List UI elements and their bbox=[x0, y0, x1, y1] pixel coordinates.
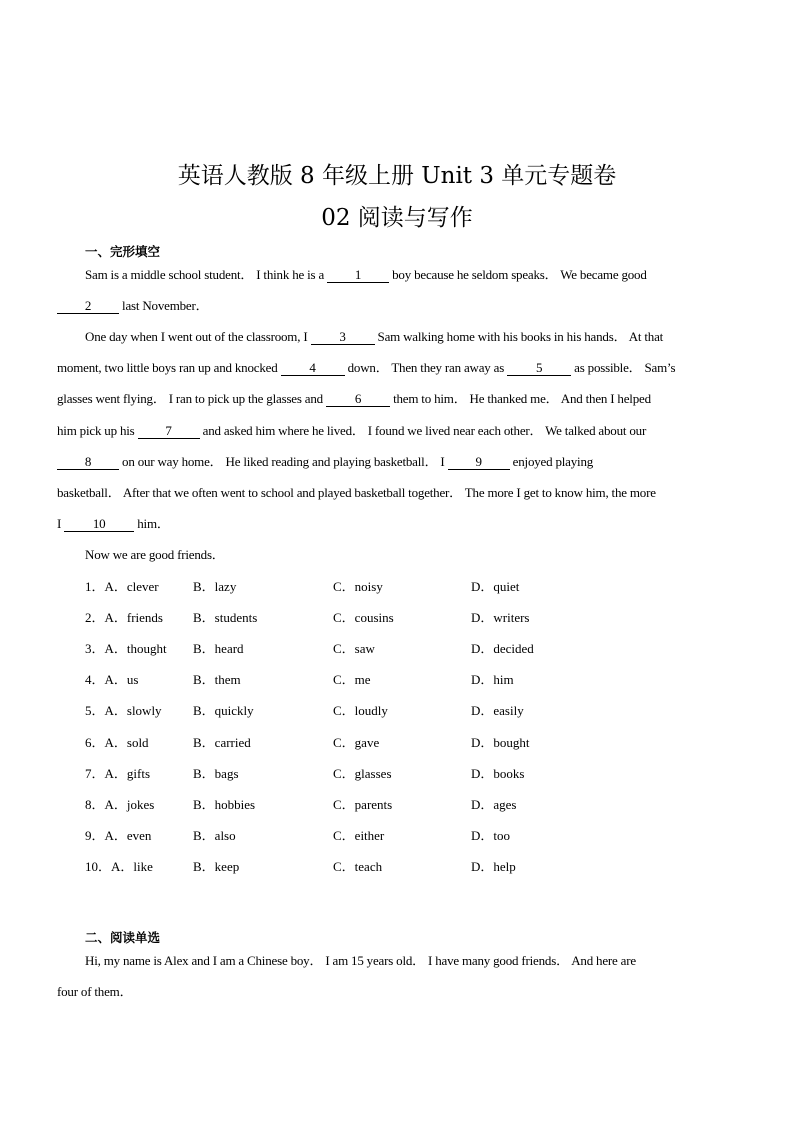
option-b: B．also bbox=[193, 827, 236, 843]
option-a: 4．A．us bbox=[85, 672, 139, 688]
option-c: C．loudly bbox=[333, 703, 388, 719]
passage-text: Sam is a middle school student． I think he is a bbox=[85, 267, 328, 282]
passage-text: boy because he seldom speaks． We became good bbox=[389, 267, 647, 282]
option-d: D．writers bbox=[471, 610, 530, 626]
option-c: C．glasses bbox=[333, 765, 392, 781]
section-heading-cloze: 一、完形填空 bbox=[85, 244, 161, 259]
option-c: C．either bbox=[333, 827, 385, 843]
passage-text: four of them． bbox=[57, 984, 133, 999]
option-b: B．lazy bbox=[193, 579, 237, 594]
option-c: C．noisy bbox=[333, 579, 383, 594]
option-c: C．cousins bbox=[333, 610, 394, 626]
option-b: B．them bbox=[193, 672, 241, 688]
passage-line bbox=[57, 297, 739, 315]
option-b: B．keep bbox=[193, 858, 240, 874]
passage-line bbox=[57, 359, 739, 377]
passage-text: as possible． Sam’s bbox=[571, 360, 676, 375]
option-a: 3．A．thought bbox=[85, 641, 167, 657]
passage-line bbox=[57, 515, 739, 533]
option-b: B．bags bbox=[193, 765, 239, 781]
passage-text: basketball． After that we often went to school and played basketball together． The more I get to know him, the more bbox=[57, 485, 656, 500]
blank-10: 10 bbox=[64, 517, 134, 532]
blank-8: 8 bbox=[57, 455, 119, 470]
passage-text: moment, two little boys ran up and knocked bbox=[57, 360, 281, 375]
blank-7: 7 bbox=[138, 424, 200, 439]
passage-text: Sam walking home with his books in his hands． At that bbox=[374, 329, 664, 344]
passage-text: enjoyed playing bbox=[509, 454, 594, 469]
passage-text: Now we are good friends． bbox=[85, 547, 225, 562]
option-d: D．him bbox=[471, 672, 514, 688]
option-a: 8．A．jokes bbox=[85, 796, 155, 812]
option-c: C．parents bbox=[333, 796, 393, 812]
passage-line bbox=[57, 983, 739, 1001]
passage-text: him． bbox=[134, 516, 170, 531]
blank-2: 2 bbox=[57, 299, 119, 314]
option-c: C．saw bbox=[333, 641, 375, 657]
option-b: B．quickly bbox=[193, 703, 254, 719]
passage-text: Hi, my name is Alex and I am a Chinese boy． I am 15 years old． I have many good friends． And here are bbox=[85, 953, 636, 968]
option-d: D．help bbox=[471, 858, 516, 874]
option-c: C．gave bbox=[333, 734, 380, 750]
passage-text: on our way home． He liked reading and playing basketball． I bbox=[119, 454, 448, 469]
passage-line bbox=[57, 422, 739, 440]
passage-line bbox=[85, 952, 767, 970]
passage-line bbox=[57, 390, 739, 408]
option-b: B．hobbies bbox=[193, 796, 256, 812]
option-b: B．carried bbox=[193, 734, 251, 750]
option-b: B．students bbox=[193, 610, 258, 626]
section-heading-reading: 二、阅读单选 bbox=[85, 930, 161, 945]
passage-text: glasses went flying． I ran to pick up the glasses and bbox=[57, 391, 327, 406]
blank-1: 1 bbox=[327, 268, 389, 283]
passage-text: them to him． He thanked me． And then I helped bbox=[390, 391, 651, 406]
option-a: 2．A．friends bbox=[85, 610, 163, 626]
blank-5: 5 bbox=[507, 361, 571, 376]
passage-text: One day when I went out of the classroom, I bbox=[85, 329, 311, 344]
passage-line bbox=[57, 453, 739, 471]
passage-text: down． Then they ran away as bbox=[344, 360, 508, 375]
option-a: 10．A．like bbox=[85, 858, 153, 874]
passage-text: and asked him where he lived． I found we lived near each other． We talked about our bbox=[199, 423, 647, 438]
option-b: B．heard bbox=[193, 641, 244, 657]
document-subtitle: 02 阅读与写作 bbox=[321, 205, 473, 231]
passage-line bbox=[85, 546, 767, 564]
blank-6: 6 bbox=[326, 392, 390, 407]
document-title: 英语人教版 8 年级上册 Unit 3 单元专题卷 bbox=[177, 163, 617, 189]
passage-text: last November． bbox=[119, 298, 209, 313]
option-d: D．ages bbox=[471, 796, 517, 812]
blank-4: 4 bbox=[281, 361, 345, 376]
option-d: D．too bbox=[471, 827, 511, 843]
option-a: 1．A．clever bbox=[85, 579, 159, 594]
blank-3: 3 bbox=[311, 330, 375, 345]
option-d: D．books bbox=[471, 765, 525, 781]
option-d: D．easily bbox=[471, 703, 524, 719]
option-c: C．teach bbox=[333, 858, 383, 874]
passage-line bbox=[85, 266, 767, 284]
passage-line bbox=[85, 328, 767, 346]
option-a: 9．A．even bbox=[85, 827, 152, 843]
option-d: D．decided bbox=[471, 641, 534, 657]
blank-9: 9 bbox=[448, 455, 510, 470]
passage-text: I bbox=[57, 516, 65, 531]
option-a: 7．A．gifts bbox=[85, 765, 151, 781]
option-d: D．quiet bbox=[471, 579, 520, 594]
passage-line bbox=[57, 484, 739, 502]
option-d: D．bought bbox=[471, 734, 530, 750]
option-a: 5．A．slowly bbox=[85, 703, 162, 719]
option-c: C．me bbox=[333, 672, 371, 688]
option-a: 6．A．sold bbox=[85, 734, 149, 750]
passage-text: him pick up his bbox=[57, 423, 138, 438]
